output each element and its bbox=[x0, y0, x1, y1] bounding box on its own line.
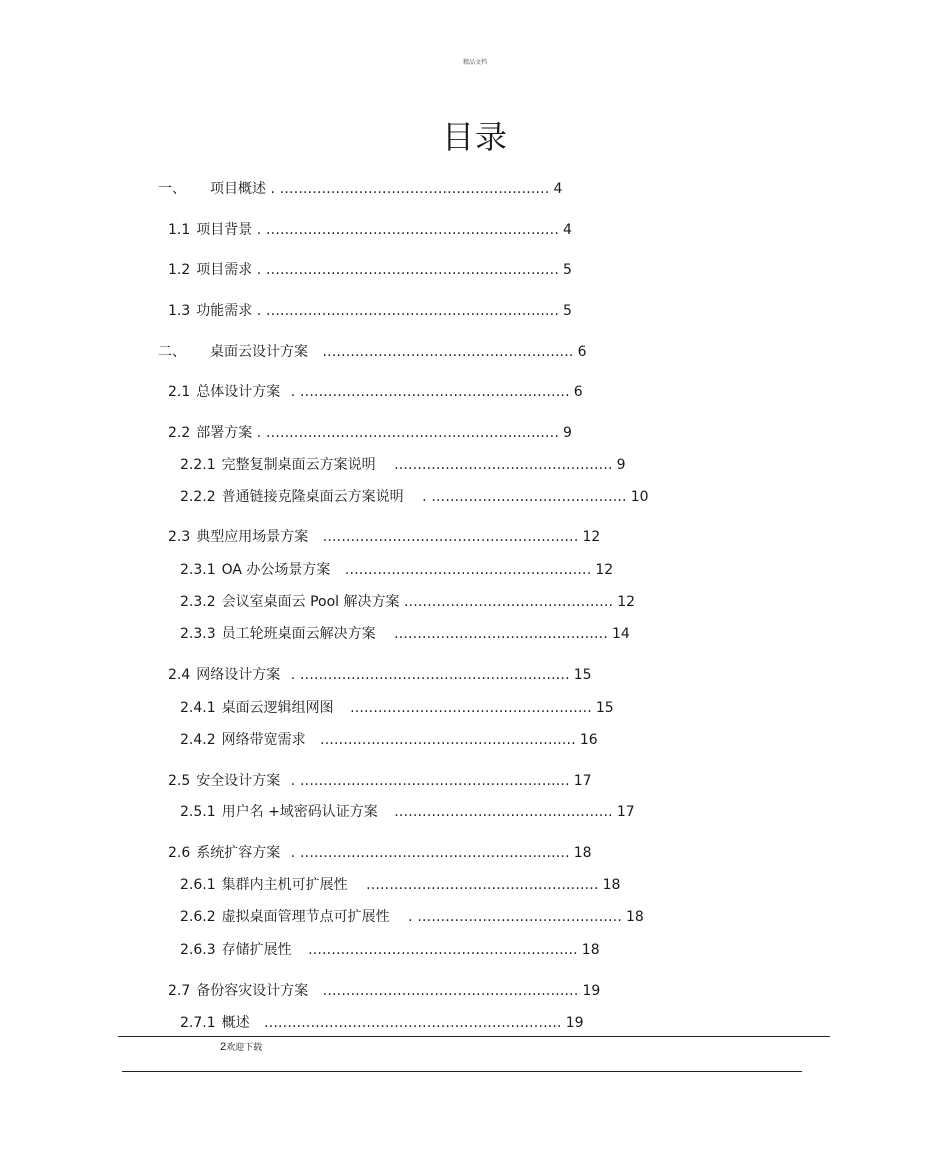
toc-page: 17 bbox=[616, 804, 635, 820]
toc-label: 网络设计方案 bbox=[196, 667, 281, 683]
toc-label: 桌面云设计方案 bbox=[210, 344, 308, 360]
toc-leader: . .......................................................... bbox=[290, 845, 570, 861]
toc-label: 概述 bbox=[221, 1015, 250, 1031]
toc-page: 5 bbox=[562, 303, 572, 319]
toc-entry[interactable] bbox=[168, 982, 600, 1000]
toc-entry[interactable] bbox=[180, 803, 635, 821]
toc-page: 14 bbox=[612, 626, 630, 642]
toc-label: 项目需求 bbox=[196, 262, 253, 278]
toc-leader: .................................................... bbox=[350, 700, 592, 716]
toc-entry[interactable] bbox=[168, 772, 592, 790]
toc-entry[interactable] bbox=[168, 302, 572, 320]
toc-leader: . .......................................................... bbox=[290, 667, 570, 683]
toc-leader: ............................................. bbox=[403, 594, 614, 610]
toc-number: 二、 bbox=[158, 344, 186, 360]
toc-number: 2.5.1 bbox=[180, 804, 216, 820]
toc-leader: .......................................................... bbox=[308, 942, 578, 958]
toc-entry[interactable] bbox=[180, 488, 649, 506]
toc-leader: ..................................................... bbox=[344, 562, 592, 578]
toc-leader: ....................................................... bbox=[320, 732, 576, 748]
toc-page: 12 bbox=[595, 562, 614, 578]
toc-number: 2.5 bbox=[168, 773, 191, 789]
toc-page: 9 bbox=[562, 425, 572, 441]
toc-entry[interactable] bbox=[158, 180, 562, 198]
toc-number: 2.6.1 bbox=[180, 877, 216, 893]
toc-leader: . .......................................................... bbox=[290, 384, 570, 400]
toc-entry[interactable] bbox=[180, 456, 626, 474]
toc-leader: ................................................................ bbox=[264, 1015, 562, 1031]
toc-number: 1.3 bbox=[168, 303, 191, 319]
footer-caption: 欢迎下载 bbox=[226, 1043, 263, 1053]
header-note: 精品文档 bbox=[462, 59, 487, 66]
toc-page: 18 bbox=[602, 877, 621, 893]
toc-number: 2.3.2 bbox=[180, 594, 216, 610]
toc-leader: .................................................. bbox=[366, 877, 599, 893]
toc-page: 10 bbox=[630, 489, 649, 505]
footer-bottom-divider bbox=[122, 1071, 802, 1072]
toc-entry[interactable] bbox=[180, 731, 598, 749]
toc-label: 总体设计方案 bbox=[196, 384, 281, 400]
toc-label: 完整复制桌面云方案说明 bbox=[221, 457, 376, 473]
toc-label: 部署方案 bbox=[196, 425, 253, 441]
toc-label: 项目概述 bbox=[210, 181, 266, 197]
toc-label: 网络带宽需求 bbox=[221, 732, 306, 748]
toc-entry[interactable] bbox=[168, 383, 583, 401]
toc-label: 用户名 +域密码认证方案 bbox=[221, 804, 378, 820]
toc-page: 6 bbox=[573, 384, 583, 400]
toc-page: 18 bbox=[581, 942, 600, 958]
toc-entry[interactable] bbox=[180, 1014, 584, 1032]
toc-label: 存储扩展性 bbox=[221, 942, 292, 958]
toc-label: 项目背景 bbox=[196, 222, 253, 238]
toc-number: 2.3.1 bbox=[180, 562, 216, 578]
toc-page: 18 bbox=[626, 909, 644, 925]
page-title: 目录 bbox=[441, 118, 508, 156]
toc-entry[interactable] bbox=[180, 908, 644, 926]
toc-page: 16 bbox=[579, 732, 598, 748]
toc-page: 15 bbox=[595, 700, 614, 716]
toc-label: 桌面云逻辑组网图 bbox=[221, 700, 334, 716]
toc-number: 2.1 bbox=[168, 384, 191, 400]
toc-number: 2.2.1 bbox=[180, 457, 216, 473]
toc-label: 功能需求 bbox=[196, 303, 253, 319]
toc-number: 1.1 bbox=[168, 222, 191, 238]
footer-page-number: 2 bbox=[220, 1041, 227, 1053]
toc-entry[interactable] bbox=[180, 561, 613, 579]
toc-number: 2.2.2 bbox=[180, 489, 216, 505]
toc-page: 19 bbox=[565, 1015, 584, 1031]
toc-number: 2.2 bbox=[168, 425, 191, 441]
toc-page: 9 bbox=[616, 457, 626, 473]
toc-number: 2.4.2 bbox=[180, 732, 216, 748]
toc-label: 虚拟桌面管理节点可扩展性 bbox=[221, 909, 390, 925]
toc-leader: . ............................................................... bbox=[256, 303, 559, 319]
toc-number: 2.6.3 bbox=[180, 942, 216, 958]
toc-entry[interactable] bbox=[168, 528, 600, 546]
toc-entry[interactable] bbox=[168, 844, 592, 862]
toc-leader: ............................................... bbox=[394, 457, 613, 473]
toc-number: 1.2 bbox=[168, 262, 191, 278]
toc-number: 2.7.1 bbox=[180, 1015, 216, 1031]
toc-entry[interactable] bbox=[180, 876, 620, 894]
toc-leader: . .......................................... bbox=[422, 489, 627, 505]
toc-label: 备份容灾设计方案 bbox=[196, 983, 309, 999]
toc-page: 6 bbox=[577, 344, 587, 360]
toc-entry[interactable] bbox=[168, 666, 592, 684]
toc-leader: . .......................................................... bbox=[270, 181, 550, 197]
toc-number: 2.4 bbox=[168, 667, 191, 683]
toc-number: 2.6.2 bbox=[180, 909, 216, 925]
toc-entry[interactable] bbox=[180, 941, 600, 959]
toc-number: 2.3 bbox=[168, 529, 191, 545]
toc-leader: . ............................................................... bbox=[256, 262, 559, 278]
toc-page: 18 bbox=[573, 845, 592, 861]
toc-entry[interactable] bbox=[168, 221, 572, 239]
toc-number: 2.6 bbox=[168, 845, 191, 861]
toc-leader: ............................................... bbox=[394, 804, 613, 820]
toc-page: 4 bbox=[562, 222, 572, 238]
toc-label: 安全设计方案 bbox=[196, 773, 281, 789]
toc-page: 12 bbox=[582, 529, 601, 545]
toc-entry[interactable] bbox=[168, 424, 572, 442]
toc-label: OA 办公场景方案 bbox=[221, 562, 331, 578]
toc-number: 2.4.1 bbox=[180, 700, 216, 716]
toc-page: 4 bbox=[553, 181, 563, 197]
page-footer bbox=[220, 1040, 262, 1053]
toc-entry[interactable] bbox=[180, 625, 630, 643]
toc-number: 一、 bbox=[158, 181, 186, 197]
toc-leader: . .......................................................... bbox=[290, 773, 570, 789]
toc-page: 5 bbox=[562, 262, 572, 278]
toc-leader: ....................................................... bbox=[322, 983, 579, 999]
toc-leader: ...................................................... bbox=[322, 344, 574, 360]
toc-page: 19 bbox=[582, 983, 601, 999]
toc-entry[interactable] bbox=[180, 699, 614, 717]
toc-label: 员工轮班桌面云解决方案 bbox=[221, 626, 376, 642]
toc-number: 2.3.3 bbox=[180, 626, 216, 642]
toc-page: 12 bbox=[617, 594, 636, 610]
toc-number: 2.7 bbox=[168, 983, 191, 999]
toc-leader: . ............................................................... bbox=[256, 222, 559, 238]
toc-label: 系统扩容方案 bbox=[196, 845, 281, 861]
toc-label: 集群内主机可扩展性 bbox=[221, 877, 348, 893]
toc-label: 典型应用场景方案 bbox=[196, 529, 309, 545]
toc-label: 会议室桌面云 Pool 解决方案 bbox=[221, 594, 400, 610]
toc-entry[interactable] bbox=[158, 343, 587, 361]
toc-leader: .............................................. bbox=[394, 626, 608, 642]
toc-leader: . ............................................................... bbox=[256, 425, 559, 441]
toc-page: 17 bbox=[573, 773, 592, 789]
toc-page: 15 bbox=[573, 667, 592, 683]
toc-leader: ....................................................... bbox=[322, 529, 579, 545]
toc-entry[interactable] bbox=[180, 593, 635, 611]
toc-entry[interactable] bbox=[168, 261, 572, 279]
toc-label: 普通链接克隆桌面云方案说明 bbox=[221, 489, 404, 505]
footer-divider bbox=[118, 1036, 830, 1037]
toc-leader: . ............................................ bbox=[408, 909, 622, 925]
